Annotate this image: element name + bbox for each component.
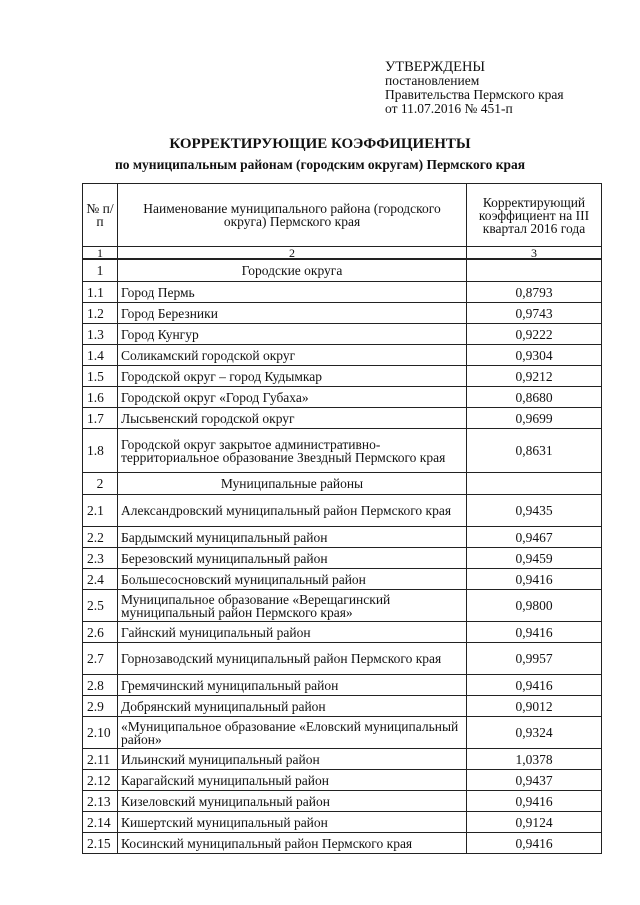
coefficient-value: 0,9212 [467,366,602,387]
coefficients-table [82,183,602,854]
coefficient-value: 0,9222 [467,324,602,345]
coefficient-value: 0,9435 [467,495,602,527]
municipality-name: Кишертский муниципальный район [118,812,467,833]
table-row [83,590,602,622]
row-number: 1.8 [83,429,118,473]
header-num: № п/п [83,184,118,247]
table-header-row [83,184,602,247]
column-index: 3 [467,247,602,260]
document-subtitle: по муниципальным районам (городским округам) Пермского края [114,157,526,172]
coefficient-value: 0,9467 [467,527,602,548]
coefficient-value: 0,9416 [467,569,602,590]
row-number: 2.13 [83,791,118,812]
municipality-name: Большесосновский муниципальный район [118,569,467,590]
municipality-name: Косинский муниципальный район Пермского края [118,833,467,854]
municipality-name: Соликамский городской округ [118,345,467,366]
row-number: 2.8 [83,675,118,696]
coefficient-value: 0,9324 [467,717,602,749]
approval-line-4: от 11.07.2016 № 451-п [385,101,513,116]
coefficient-value: 0,9743 [467,303,602,324]
municipality-name: Бардымский муниципальный район [118,527,467,548]
coefficient-value: 0,9699 [467,408,602,429]
municipality-name: Городской округ закрытое административно-территориальное образование Звездный Пермского края [118,429,467,473]
coefficient-value: 0,8680 [467,387,602,408]
section-title: Городские округа [118,259,467,282]
municipality-name: Горнозаводский муниципальный район Пермского края [118,643,467,675]
table-row [83,282,602,303]
table-row [83,675,602,696]
municipality-name: Карагайский муниципальный район [118,770,467,791]
table-row [83,749,602,770]
table-row [83,429,602,473]
section-title: Муниципальные районы [118,473,467,495]
table-row [83,366,602,387]
document-title: КОРРЕКТИРУЮЩИЕ КОЭФФИЦИЕНТЫ [169,136,471,152]
approval-line-2: постановлением [385,73,480,88]
row-number: 1.2 [83,303,118,324]
municipality-name: Добрянский муниципальный район [118,696,467,717]
approval-line-1: УТВЕРЖДЕНЫ [385,59,486,75]
municipality-name: Ильинский муниципальный район [118,749,467,770]
table-row [83,696,602,717]
row-number: 2.10 [83,717,118,749]
section-row [83,473,602,495]
municipality-name: Город Пермь [118,282,467,303]
header-coef: Корректирующий коэффициент на III квартал 2016 года [467,184,602,247]
row-number: 2.5 [83,590,118,622]
row-number: 2.3 [83,548,118,569]
municipality-name: Город Кунгур [118,324,467,345]
section-empty-cell [467,473,602,495]
coefficient-value: 0,9012 [467,696,602,717]
table-row [83,324,602,345]
coefficient-value: 1,0378 [467,749,602,770]
table-row [83,833,602,854]
row-number: 2.7 [83,643,118,675]
coefficient-value: 0,9957 [467,643,602,675]
table-row [83,408,602,429]
row-number: 2.4 [83,569,118,590]
row-number: 1.1 [83,282,118,303]
coefficient-value: 0,9459 [467,548,602,569]
table-body [83,259,602,854]
table-row [83,643,602,675]
coefficient-value: 0,9124 [467,812,602,833]
section-row [83,259,602,282]
table-row [83,387,602,408]
municipality-name: Лысьвенский городской округ [118,408,467,429]
row-number: 1.4 [83,345,118,366]
row-number: 1.6 [83,387,118,408]
coefficient-value: 0,9416 [467,675,602,696]
coefficient-value: 0,9437 [467,770,602,791]
row-number: 2.2 [83,527,118,548]
table-row [83,717,602,749]
municipality-name: Кизеловский муниципальный район [118,791,467,812]
table-row [83,622,602,643]
coefficient-value: 0,9304 [467,345,602,366]
municipality-name: Александровский муниципальный район Пермского края [118,495,467,527]
municipality-name: Березовский муниципальный район [118,548,467,569]
row-number: 2.15 [83,833,118,854]
municipality-name: Город Березники [118,303,467,324]
section-number: 2 [83,473,118,495]
table-row [83,791,602,812]
row-number: 1.7 [83,408,118,429]
coefficient-value: 0,8793 [467,282,602,303]
section-empty-cell [467,259,602,282]
municipality-name: «Муниципальное образование «Еловский муниципальный район» [118,717,467,749]
municipality-name: Гремячинский муниципальный район [118,675,467,696]
table-row [83,495,602,527]
header-name: Наименование муниципального района (городского округа) Пермского края [118,184,467,247]
table-row [83,527,602,548]
column-index-row [83,247,602,260]
approval-line-3: Правительства Пермского края [385,87,564,102]
column-index: 1 [83,247,118,260]
column-index: 2 [118,247,467,260]
table-row [83,345,602,366]
table-row [83,569,602,590]
coefficient-value: 0,9800 [467,590,602,622]
row-number: 2.11 [83,749,118,770]
municipality-name: Городской округ – город Кудымкар [118,366,467,387]
table-row [83,303,602,324]
municipality-name: Муниципальное образование «Верещагинский муниципальный район Пермского края» [118,590,467,622]
row-number: 1.3 [83,324,118,345]
table-row [83,812,602,833]
municipality-name: Гайнский муниципальный район [118,622,467,643]
municipality-name: Городской округ «Город Губаха» [118,387,467,408]
row-number: 2.12 [83,770,118,791]
table-row [83,770,602,791]
row-number: 1.5 [83,366,118,387]
row-number: 2.9 [83,696,118,717]
coefficient-value: 0,9416 [467,622,602,643]
coefficient-value: 0,9416 [467,833,602,854]
table-row [83,548,602,569]
row-number: 2.6 [83,622,118,643]
coefficient-value: 0,9416 [467,791,602,812]
row-number: 2.14 [83,812,118,833]
approval-stamp [385,60,625,116]
section-number: 1 [83,259,118,282]
row-number: 2.1 [83,495,118,527]
coefficient-value: 0,8631 [467,429,602,473]
